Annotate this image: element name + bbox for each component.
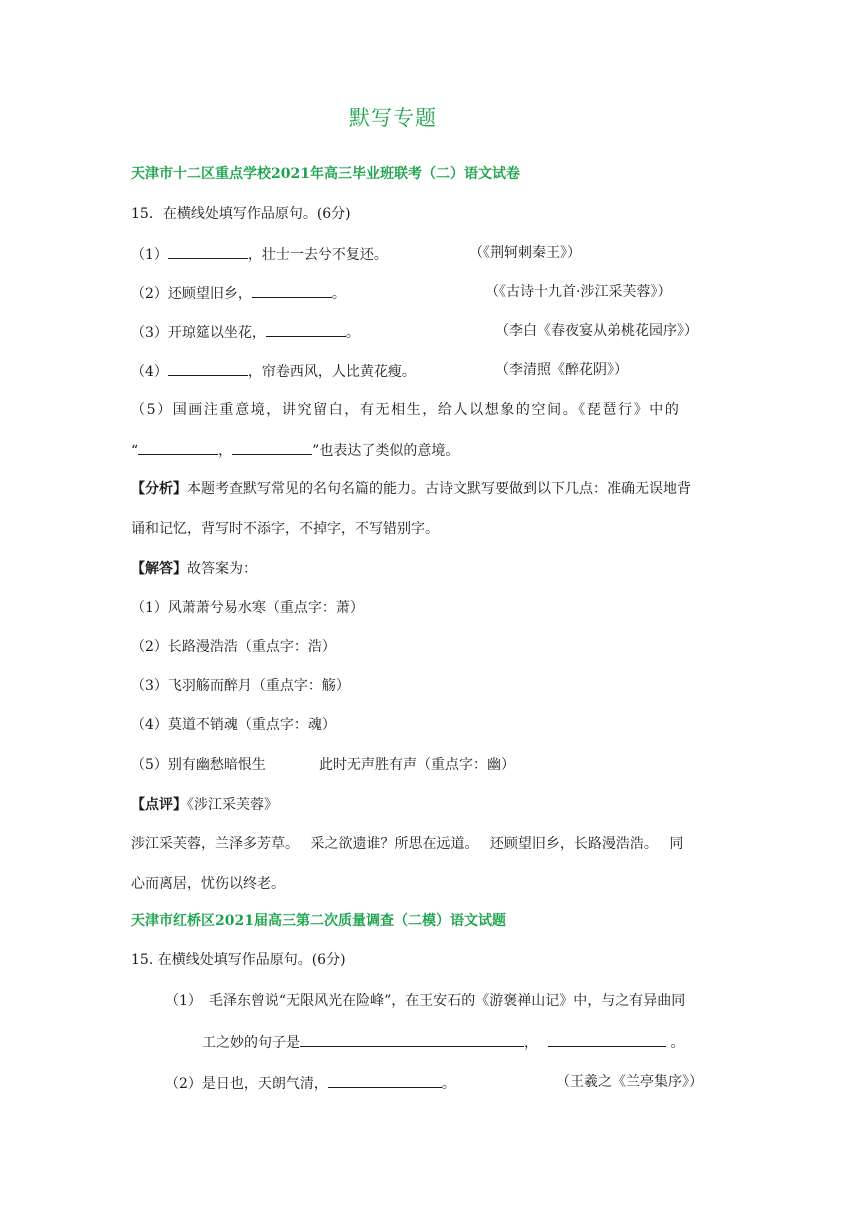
- item-number: （2）: [131, 286, 168, 302]
- fill-blank: [232, 439, 312, 455]
- section-heading-1: 天津市十二区重点学校2021年高三毕业班联考（二）语文试卷: [131, 166, 520, 182]
- s2-item-1-line-2: [202, 1031, 684, 1053]
- item-number: （4）: [131, 364, 168, 380]
- question-15-b: 15. 在横线处填写作品原句。(6分): [131, 952, 346, 968]
- item-5-line-2: [131, 439, 459, 461]
- item-2: [131, 282, 346, 304]
- fill-blank: [548, 1031, 666, 1047]
- question-15: 15．在横线处填写作品原句。(6分): [131, 206, 351, 222]
- fill-blank: [138, 439, 218, 455]
- item-3: [131, 321, 360, 343]
- analysis-line-2: 诵和记忆，背写时不添字，不掉字，不写错别字。: [131, 521, 439, 537]
- analysis-text: 本题考查默写常见的名句名篇的能力。古诗文默写要做到以下几点：准确无误地背: [187, 481, 691, 497]
- s2-item-1-line-1: （1） 毛泽东曾说“无限风光在险峰”，在王安石的《游褒禅山记》中，与之有异曲同: [165, 993, 686, 1009]
- fill-blank: [168, 243, 248, 259]
- item-text: 开琼筵以坐花，: [167, 325, 266, 341]
- item-1: [131, 243, 388, 265]
- s2-item-2-source: （王羲之《兰亭集序》）: [556, 1074, 703, 1090]
- item-2-source: （《古诗十九首·涉江采芙蓉》）: [485, 284, 672, 300]
- item-4-source: （李清照《醉花阴》）: [495, 362, 628, 378]
- answer-3: （3）飞羽觞而醉月（重点字：觞）: [131, 678, 350, 694]
- page-title: 默写专题: [349, 106, 437, 130]
- item-text: 。: [331, 286, 346, 302]
- answer-1: （1）风萧萧兮易水寒（重点字：萧）: [131, 600, 364, 616]
- item-text: 工之妙的句子是: [202, 1035, 300, 1051]
- item-text: 。: [666, 1035, 685, 1051]
- comment-text: 《涉江采芙蓉》: [187, 797, 278, 813]
- item-text: ，帘卷西风，人比黄花瘦。: [247, 364, 416, 380]
- item-number: （1）: [131, 247, 168, 263]
- item-text: 。: [441, 1076, 456, 1092]
- poem-line-1: 涉江采芙蓉，兰泽多芳草。 采之欲遗谁？所思在远道。 还顾望旧乡，长路漫浩浩。 同: [131, 836, 684, 852]
- analysis-line-1: [131, 479, 691, 499]
- answer-text: 故答案为：: [187, 561, 257, 577]
- fill-blank: [328, 1072, 442, 1088]
- item-text: 。: [345, 325, 360, 341]
- item-1-source: （《荆轲刺秦王》）: [469, 245, 581, 261]
- answer-label: 【解答】: [131, 561, 187, 577]
- fill-blank: [168, 360, 248, 376]
- item-number: （3）: [131, 325, 168, 341]
- answer-header: [131, 559, 257, 579]
- item-text: ，: [524, 1035, 538, 1051]
- comment-label: 【点评】: [131, 797, 187, 813]
- analysis-label: 【分析】: [131, 481, 187, 497]
- comment-line: [131, 795, 278, 815]
- section-heading-2: 天津市红桥区2021届高三第二次质量调查（二模）语文试题: [131, 913, 506, 929]
- answer-2: （2）长路漫浩浩（重点字：浩）: [131, 639, 336, 655]
- item-text: ，: [218, 443, 233, 459]
- fill-blank: [266, 321, 346, 337]
- fill-blank: [252, 282, 332, 298]
- item-5-line-1: （5）国画注重意境，讲究留白，有无相生，给人以想象的空间。《琵琶行》中的: [131, 402, 681, 418]
- item-4: [131, 360, 416, 382]
- answer-5-part-a: （5）别有幽愁暗恨生: [131, 757, 266, 773]
- item-3-source: （李白《春夜宴从弟桃花园序》）: [495, 323, 698, 339]
- item-text: （2）是日也，天朗气清，: [165, 1076, 328, 1092]
- poem-line-2: 心而离居，忧伤以终老。: [131, 876, 285, 892]
- item-text: 还顾望旧乡，: [167, 286, 252, 302]
- quote-open: “: [131, 443, 139, 459]
- item-text: ”也表达了类似的意境。: [312, 443, 460, 459]
- answer-4: （4）莫道不销魂（重点字：魂）: [131, 717, 336, 733]
- s2-item-2: [165, 1072, 456, 1094]
- item-text: ，壮士一去兮不复还。: [247, 247, 388, 263]
- fill-blank: [300, 1031, 524, 1047]
- answer-5-part-b: 此时无声胜有声（重点字：幽）: [319, 757, 515, 773]
